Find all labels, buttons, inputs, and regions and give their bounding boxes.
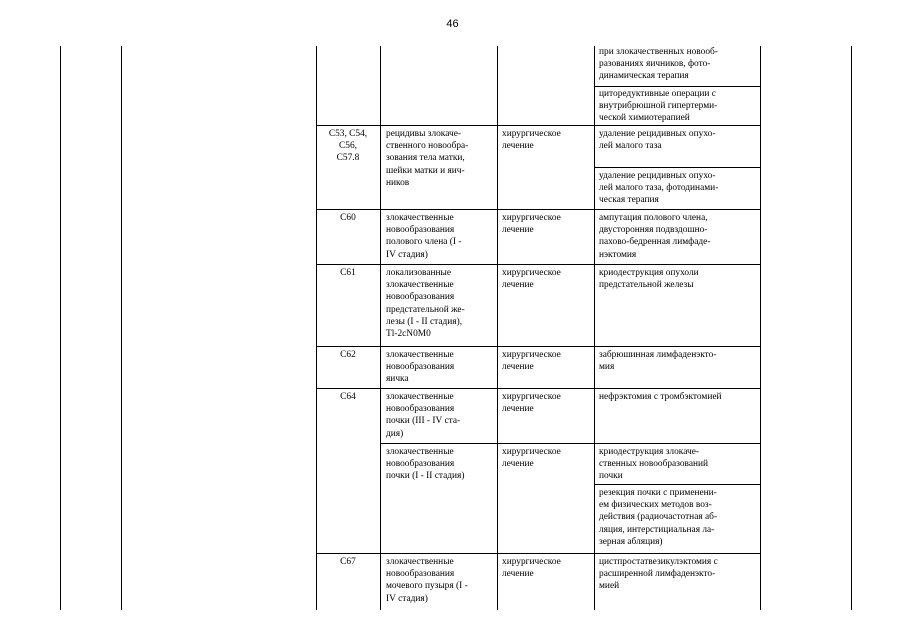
procedure-cell: цистпростатвезикулэктомия с расширенной лимфаденэкто- мией — [599, 557, 718, 592]
diagnosis-cell: злокачественные новообразования почки (III - IV ста- дия) — [386, 392, 461, 439]
procedure-cell: удаление рецидивных опухо- лей малого таза — [599, 129, 716, 152]
column-border — [380, 46, 381, 610]
column-border — [851, 46, 852, 610]
procedure-cell: резекция почки с применени- ем физических методов воз- действия (радиочастотная аб- ляция, интерстициальная ла- зерная абляция) — [599, 488, 718, 547]
row-border — [316, 209, 760, 210]
procedure-cell: циторедуктивные операции с внутрибрюшной гипертерми- ческой химиотерапией — [599, 89, 718, 124]
row-border — [316, 264, 760, 265]
row-border — [316, 553, 760, 554]
icd-code-cell: C67 — [340, 557, 356, 567]
row-border — [316, 346, 760, 347]
column-border — [594, 46, 595, 610]
icd-code-cell: C61 — [340, 268, 356, 278]
procedure-cell: при злокачественных новооб- разованиях яичников, фото- динамическая терапия — [599, 47, 718, 82]
procedure-cell: удаление рецидивных опухо- лей малого таза, фотодинами- ческая терапия — [599, 171, 719, 206]
column-border — [121, 46, 122, 610]
procedure-cell: нефрэктомия с тромбэктомией — [599, 392, 722, 402]
row-border — [316, 388, 760, 389]
diagnosis-cell: злокачественные новообразования полового члена (I - IV стадия) — [386, 213, 462, 260]
diagnosis-cell: злокачественные новообразования яичка — [386, 350, 455, 385]
column-border — [497, 46, 498, 610]
treatment-cell: хирургическое лечение — [502, 557, 561, 580]
row-border — [594, 484, 760, 485]
diagnosis-cell: злокачественные новообразования почки (I - II стадия) — [386, 447, 465, 482]
treatment-cell: хирургическое лечение — [502, 129, 561, 152]
icd-code-cell: C64 — [340, 392, 356, 402]
row-border — [594, 86, 760, 87]
row-border — [380, 443, 760, 444]
page-number: 46 — [446, 18, 459, 30]
column-border — [60, 46, 61, 610]
diagnosis-cell: локализованные злокачественные новообразования предстательной же- лезы (I - II стадия), Tl-2cN0M0 — [386, 268, 465, 340]
procedure-cell: криодеструкция злокаче- ственных новообразований почки — [599, 447, 709, 482]
treatment-cell: хирургическое лечение — [502, 350, 561, 373]
icd-code-cell: C60 — [340, 213, 356, 223]
diagnosis-cell: злокачественные новообразования мочевого пузыря (I - IV стадия) — [386, 557, 468, 604]
procedure-cell: забрюшинная лимфаденэкто- мия — [599, 350, 717, 373]
icd-code-cell: C53, C54, C56, C57.8 — [328, 129, 368, 164]
icd-code-cell: C62 — [340, 350, 356, 360]
treatment-cell: хирургическое лечение — [502, 268, 561, 291]
procedure-cell: криодеструкция опухоли предстательной железы — [599, 268, 699, 291]
row-border — [594, 167, 760, 168]
treatment-cell: хирургическое лечение — [502, 392, 561, 415]
diagnosis-cell: рецидивы злокаче- ственного новообра- зования тела матки, шейки матки и яич- ников — [386, 129, 469, 188]
column-border — [760, 46, 761, 610]
treatment-cell: хирургическое лечение — [502, 447, 561, 470]
treatment-cell: хирургическое лечение — [502, 213, 561, 236]
procedure-cell: ампутация полового члена, двусторонняя подвздошно- пахово-бедренная лимфаде- нэктомия — [599, 213, 711, 260]
row-border — [316, 125, 760, 126]
